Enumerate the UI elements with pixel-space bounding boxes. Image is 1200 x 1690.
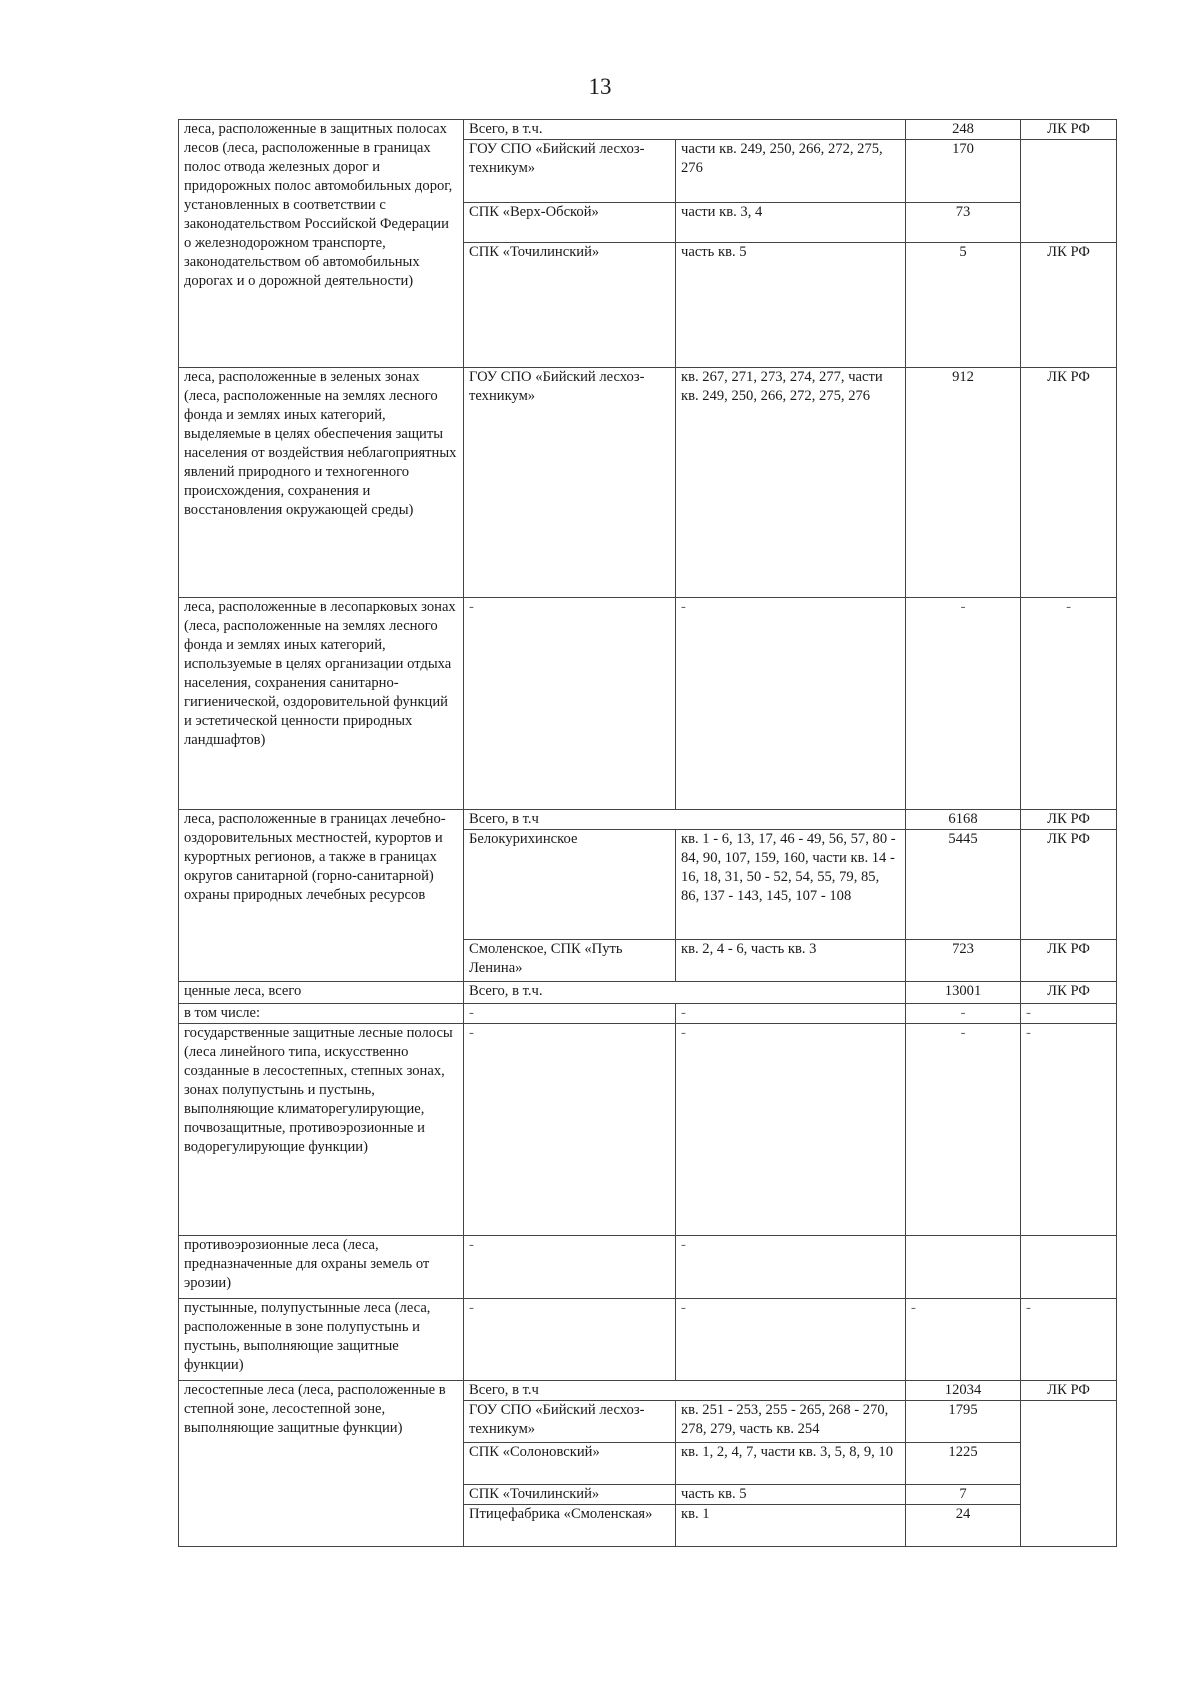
kv-cell: кв. 1 bbox=[676, 1505, 906, 1547]
empty-cell bbox=[906, 1236, 1021, 1299]
area-cell: 723 bbox=[906, 940, 1021, 982]
total-label-cell: Всего, в т.ч bbox=[464, 810, 906, 830]
total-label-cell: Всего, в т.ч. bbox=[464, 120, 906, 140]
category-cell: леса, расположенные в зеленых зонах (леса, расположенные на землях лесного фонда и землях иных категорий, выделяемые в целях обеспечения защиты населения от воздействия неблагоприятных явлений природного и техногенного происхождения, сохранения и восстановления окружающей среды) bbox=[179, 368, 464, 598]
area-cell: 5 bbox=[906, 243, 1021, 368]
category-cell: противоэрозионные леса (леса, предназначенные для охраны земель от эрозии) bbox=[179, 1236, 464, 1299]
area-cell: 13001 bbox=[906, 982, 1021, 1004]
dash-cell: - bbox=[906, 598, 1021, 810]
area-cell: 24 bbox=[906, 1505, 1021, 1547]
org-cell: Смоленское, СПК «Путь Ленина» bbox=[464, 940, 676, 982]
law-cell: ЛК РФ bbox=[1021, 120, 1117, 140]
area-cell: 7 bbox=[906, 1485, 1021, 1505]
org-cell: Птицефабрика «Смоленская» bbox=[464, 1505, 676, 1547]
dash-cell: - bbox=[676, 598, 906, 810]
table-row bbox=[179, 368, 1117, 598]
kv-cell: кв. 2, 4 - 6, часть кв. 3 bbox=[676, 940, 906, 982]
dash-cell: - bbox=[1021, 1299, 1117, 1381]
dash-cell: - bbox=[906, 1004, 1021, 1024]
area-cell: 248 bbox=[906, 120, 1021, 140]
org-cell: СПК «Верх-Обской» bbox=[464, 203, 676, 243]
kv-cell: кв. 1, 2, 4, 7, части кв. 3, 5, 8, 9, 10 bbox=[676, 1443, 906, 1485]
table-row bbox=[179, 1004, 1117, 1024]
org-cell: ГОУ СПО «Бийский лесхоз-техникум» bbox=[464, 368, 676, 598]
category-cell: леса, расположенные в лесопарковых зонах (леса, расположенные на землях лесного фонда и землях иных категорий, используемые в целях организации отдыха населения, сохранения санитарно-гигиенической, оздоровительной функций и эстетической ценности природных ландшафтов) bbox=[179, 598, 464, 810]
table-row bbox=[179, 810, 1117, 830]
law-cell: ЛК РФ bbox=[1021, 830, 1117, 940]
total-label-cell: Всего, в т.ч. bbox=[464, 982, 906, 1004]
dash-cell: - bbox=[464, 598, 676, 810]
kv-cell: кв. 1 - 6, 13, 17, 46 - 49, 56, 57, 80 - 84, 90, 107, 159, 160, части кв. 14 - 16, 18, 31, 50 - 52, 54, 55, 79, 85, 86, 137 - 143, 145, 107 - 108 bbox=[676, 830, 906, 940]
kv-cell: часть кв. 5 bbox=[676, 1485, 906, 1505]
kv-cell: части кв. 3, 4 bbox=[676, 203, 906, 243]
dash-cell: - bbox=[464, 1236, 676, 1299]
dash-cell: - bbox=[1021, 1024, 1117, 1236]
category-cell: леса, расположенные в защитных полосах лесов (леса, расположенные в границах полос отвода железных дорог и придорожных полос автомобильных дорог, установленных в соответствии с законодательством Российской Федерации о железнодорожном транспорте, законодательством об автомобильных дорогах и о дорожной деятельности) bbox=[179, 120, 464, 368]
law-cell: ЛК РФ bbox=[1021, 368, 1117, 598]
law-cell: ЛК РФ bbox=[1021, 243, 1117, 368]
dash-cell: - bbox=[676, 1024, 906, 1236]
law-cell: ЛК РФ bbox=[1021, 940, 1117, 982]
org-cell: СПК «Точилинский» bbox=[464, 1485, 676, 1505]
page-number: 13 bbox=[588, 74, 612, 99]
org-cell: ГОУ СПО «Бийский лесхоз-техникум» bbox=[464, 1401, 676, 1443]
dash-cell: - bbox=[676, 1299, 906, 1381]
law-cell: ЛК РФ bbox=[1021, 810, 1117, 830]
org-cell: СПК «Точилинский» bbox=[464, 243, 676, 368]
law-cell: ЛК РФ bbox=[1021, 1381, 1117, 1401]
category-cell: государственные защитные лесные полосы (леса линейного типа, искусственно созданные в лесостепных, степных зонах, зонах полупустынь и пустынь, выполняющие климаторегулирующие, почвозащитные, противоэрозионные и водорегулирующие функции) bbox=[179, 1024, 464, 1236]
dash-cell: - bbox=[464, 1004, 676, 1024]
area-cell: 1225 bbox=[906, 1443, 1021, 1485]
total-label-cell: Всего, в т.ч bbox=[464, 1381, 906, 1401]
area-cell: 6168 bbox=[906, 810, 1021, 830]
category-cell: ценные леса, всего bbox=[179, 982, 464, 1004]
table-row bbox=[179, 598, 1117, 810]
area-cell: 170 bbox=[906, 140, 1021, 203]
empty-cell bbox=[1021, 1236, 1117, 1299]
category-cell: лесостепные леса (леса, расположенные в степной зоне, лесостепной зоне, выполняющие защитные функции) bbox=[179, 1381, 464, 1547]
kv-cell: кв. 251 - 253, 255 - 265, 268 - 270, 278, 279, часть кв. 254 bbox=[676, 1401, 906, 1443]
dash-cell: - bbox=[906, 1299, 1021, 1381]
table-row bbox=[179, 1381, 1117, 1401]
category-cell: леса, расположенные в границах лечебно-оздоровительных местностей, курортов и курортных регионов, а также в границах округов санитарной (горно-санитарной) охраны природных лечебных ресурсов bbox=[179, 810, 464, 982]
org-cell: СПК «Солоновский» bbox=[464, 1443, 676, 1485]
org-cell: Белокурихинское bbox=[464, 830, 676, 940]
dash-cell: - bbox=[676, 1004, 906, 1024]
kv-cell: часть кв. 5 bbox=[676, 243, 906, 368]
kv-cell: кв. 267, 271, 273, 274, 277, части кв. 249, 250, 266, 272, 275, 276 bbox=[676, 368, 906, 598]
table-row bbox=[179, 1024, 1117, 1236]
table-row bbox=[179, 1236, 1117, 1299]
category-cell: пустынные, полупустынные леса (леса, расположенные в зоне полупустынь и пустынь, выполняющие защитные функции) bbox=[179, 1299, 464, 1381]
law-cell bbox=[1021, 1401, 1117, 1547]
dash-cell: - bbox=[1021, 598, 1117, 810]
area-cell: 73 bbox=[906, 203, 1021, 243]
law-cell: ЛК РФ bbox=[1021, 982, 1117, 1004]
dash-cell: - bbox=[676, 1236, 906, 1299]
table-row bbox=[179, 982, 1117, 1004]
dash-cell: - bbox=[464, 1299, 676, 1381]
dash-cell: - bbox=[1021, 1004, 1117, 1024]
category-cell: в том числе: bbox=[179, 1004, 464, 1024]
area-cell: 1795 bbox=[906, 1401, 1021, 1443]
law-cell bbox=[1021, 140, 1117, 243]
kv-cell: части кв. 249, 250, 266, 272, 275, 276 bbox=[676, 140, 906, 203]
org-cell: ГОУ СПО «Бийский лесхоз-техникум» bbox=[464, 140, 676, 203]
table-row bbox=[179, 1299, 1117, 1381]
area-cell: 5445 bbox=[906, 830, 1021, 940]
protective-forests-table bbox=[178, 119, 1117, 1547]
area-cell: 12034 bbox=[906, 1381, 1021, 1401]
table-row bbox=[179, 120, 1117, 140]
area-cell: 912 bbox=[906, 368, 1021, 598]
dash-cell: - bbox=[464, 1024, 676, 1236]
dash-cell: - bbox=[906, 1024, 1021, 1236]
